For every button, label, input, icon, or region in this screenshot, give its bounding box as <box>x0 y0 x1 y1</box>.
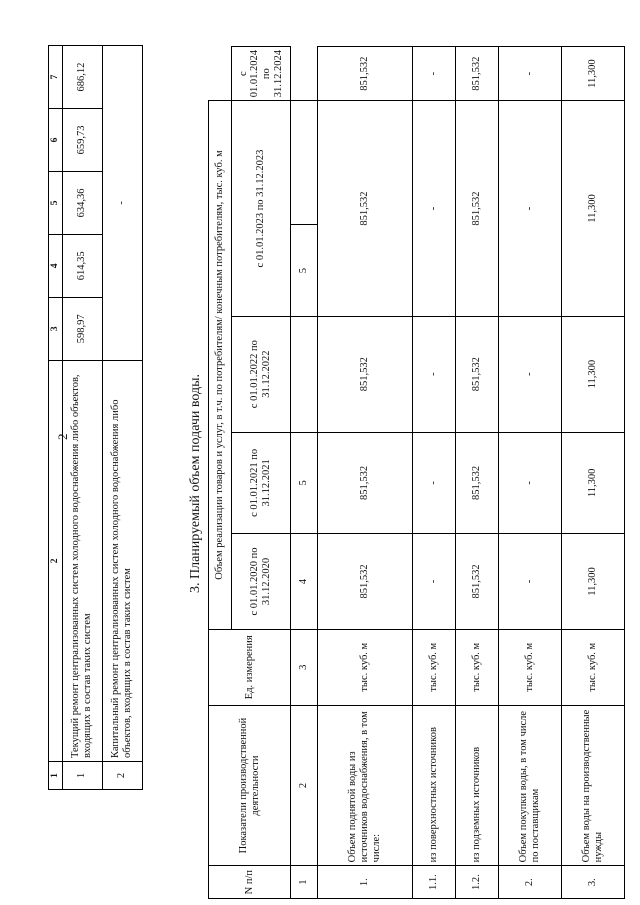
value-cell: 11,300 <box>562 316 625 432</box>
row-name: из поверхностных источников <box>413 705 456 866</box>
value-cell: 634,36 <box>62 171 102 234</box>
value-cell: 851,532 <box>456 47 499 101</box>
value-cell: - <box>499 534 562 629</box>
value-cell: 11,300 <box>562 432 625 534</box>
section-heading: 3. Планируемый объем подачи воды. <box>188 373 203 593</box>
row-name: Объем поднятой воды из источников водоснабжения, в том числе: <box>318 705 413 866</box>
table-row <box>318 47 413 899</box>
table2-header-row <box>209 47 232 899</box>
row-name: Капитальный ремонт централизованных систем холодного водоснабжения либо объектов, входящих в состав таких систем <box>102 360 142 761</box>
table1-header-cell: 1 <box>49 762 63 790</box>
column-number <box>291 101 318 225</box>
row-name: Текущий ремонт централизованных систем холодного водоснабжения либо объектов, входящих в состав таких систем <box>62 360 102 761</box>
table1-header-cell: 6 <box>49 108 63 171</box>
value-cell: - <box>413 534 456 629</box>
value-cell: - <box>499 101 562 317</box>
table-row <box>562 47 625 899</box>
value-cell: - <box>413 316 456 432</box>
row-name: Объем воды на производственные нужды <box>562 705 625 866</box>
period-header: с 01.01.2020 по 31.12.2020 <box>232 534 291 629</box>
period-header: с 01.01.2024 по 31.12.2024 <box>232 47 291 101</box>
value-cell: - <box>413 432 456 534</box>
row-number: 1 <box>62 762 102 790</box>
table-row <box>456 47 499 899</box>
period-header: с 01.01.2021 по 31.12.2021 <box>232 432 291 534</box>
volume-header: Объем реализации товаров и услуг, в т.ч. по потребителям/ конечным потребителям, тыс. куб. м <box>209 101 232 629</box>
value-cell: 659,73 <box>62 108 102 171</box>
period-header: с 01.01.2022 по 31.12.2022 <box>232 316 291 432</box>
value-cell: 851,532 <box>318 316 413 432</box>
value-cell: 614,35 <box>62 234 102 297</box>
column-number: 5 <box>291 432 318 534</box>
column-number: 5 <box>291 225 318 316</box>
table1-header-cell: 4 <box>49 234 63 297</box>
column-number: 2 <box>291 705 318 866</box>
row-number: 2. <box>499 866 562 899</box>
row-unit: тыс. куб. м <box>499 629 562 705</box>
table-row <box>102 46 142 790</box>
numbering-row <box>291 47 318 899</box>
row-name: Объем покупки воды, в том числе по поставщикам <box>499 705 562 866</box>
value-cell: - <box>499 432 562 534</box>
value-cell: 11,300 <box>562 101 625 317</box>
value-cell: - <box>499 47 562 101</box>
table1-header-cell: 2 <box>49 360 63 761</box>
value-cell: 851,532 <box>456 101 499 317</box>
row-number: 1. <box>318 866 413 899</box>
value-cell: 686,12 <box>62 46 102 109</box>
page-number: 2 <box>55 433 70 440</box>
value-cell: 851,532 <box>456 432 499 534</box>
value-cell: 851,532 <box>318 534 413 629</box>
value-cell: 851,532 <box>318 47 413 101</box>
value-cell: 11,300 <box>562 534 625 629</box>
table1-header-cell: 7 <box>49 46 63 109</box>
value-cell: 851,532 <box>318 432 413 534</box>
value-cell: 851,532 <box>456 534 499 629</box>
row-unit: тыс. куб. м <box>562 629 625 705</box>
value-cell: 598,97 <box>62 297 102 360</box>
value-cell: 11,300 <box>562 47 625 101</box>
value-cell: - <box>499 316 562 432</box>
column-number: 3 <box>291 629 318 705</box>
period-header: с 01.01.2023 по 31.12.2023 <box>232 101 291 317</box>
row-number: 2 <box>102 762 142 790</box>
value-cell: 851,532 <box>456 316 499 432</box>
row-unit: тыс. куб. м <box>456 629 499 705</box>
indicator-header: Показатели производственной деятельности <box>209 705 291 866</box>
repair-costs-table <box>48 45 143 790</box>
n-header: N п/п <box>209 866 291 899</box>
table1-header-cell: 3 <box>49 297 63 360</box>
column-number <box>291 316 318 432</box>
value-cell: 851,532 <box>318 101 413 317</box>
row-number: 3. <box>562 866 625 899</box>
table-row <box>499 47 562 899</box>
table1-header-row <box>49 46 63 790</box>
row-number: 1.1. <box>413 866 456 899</box>
unit-header: Ед. измерения <box>209 629 291 705</box>
merged-value-cell: - <box>102 46 142 361</box>
row-number: 1.2. <box>456 866 499 899</box>
column-number: 4 <box>291 534 318 629</box>
table1-header-cell: 5 <box>49 171 63 234</box>
water-supply-volume-table <box>208 46 625 899</box>
row-name: из подземных источников <box>456 705 499 866</box>
row-unit: тыс. куб. м <box>318 629 413 705</box>
value-cell: - <box>413 101 456 317</box>
table-row <box>62 46 102 790</box>
column-number: 1 <box>291 866 318 899</box>
table-row <box>413 47 456 899</box>
row-unit: тыс. куб. м <box>413 629 456 705</box>
value-cell: - <box>413 47 456 101</box>
